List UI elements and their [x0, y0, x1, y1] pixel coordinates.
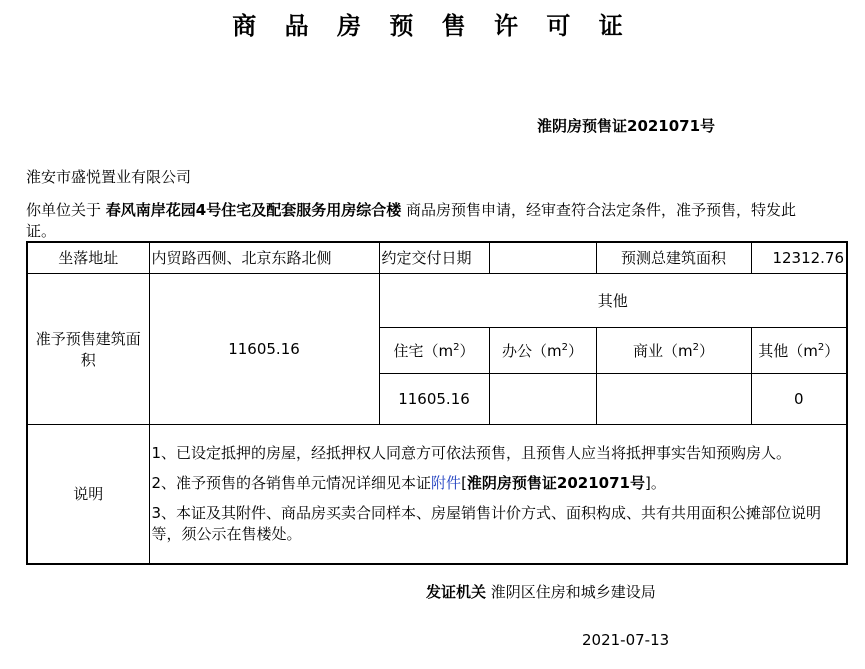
col-other: 其他$(m^2)$ — [751, 327, 847, 373]
permitted-area-label: 准予预售建筑面积 — [27, 273, 149, 424]
notes-content — [149, 424, 847, 564]
attachment-link[interactable]: 附件 — [431, 473, 462, 492]
val-office — [489, 373, 596, 424]
val-residential: 11605.16 — [379, 373, 489, 424]
note-2: 2、准予预售的各销售单元情况详细见本证附件[淮阴房预售证2021071号]。 — [151, 473, 666, 492]
col-office: 办公$(m^2)$ — [489, 327, 596, 373]
location-value: 内贸路西侧、北京东路北侧 — [149, 242, 379, 273]
total-area-label: 预测总建筑面积 — [596, 242, 751, 273]
project-name: 春风南岸花园4号住宅及配套服务用房综合楼 — [105, 201, 402, 219]
val-commercial — [596, 373, 751, 424]
note-1: 1、已设定抵押的房屋，经抵押权人同意方可依法预售，且预售人应当将抵押事实告知预购房人。 — [151, 443, 792, 462]
intro-paragraph — [26, 200, 826, 242]
location-row — [27, 242, 847, 273]
other-header-row — [27, 273, 847, 327]
val-other: 0 — [751, 373, 847, 424]
notes-label: 说明 — [27, 424, 149, 564]
company-name: 淮安市盛悦置业有限公司 — [26, 168, 192, 186]
col-commercial: 商业$(m^2)$ — [596, 327, 751, 373]
permitted-area-value: 11605.16 — [149, 273, 379, 424]
document-title: 商 品 房 预 售 许 可 证 — [232, 12, 633, 40]
issuer-label: 发证机关 — [426, 583, 487, 601]
delivery-date-value — [489, 242, 596, 273]
total-area-value: 12312.76 — [751, 242, 847, 273]
issue-date: 2021-07-13 — [582, 631, 670, 649]
intro-prefix: 你单位关于 — [26, 201, 102, 219]
issuer — [426, 581, 656, 602]
intro-suffix: 商品房预售申请，经审查符合法定条件，准予预售，特发此证。 — [26, 201, 797, 240]
col-residential: 住宅$(m^2)$ — [379, 327, 489, 373]
location-label: 坐落地址 — [27, 242, 149, 273]
delivery-date-label: 约定交付日期 — [379, 242, 489, 273]
note-2-ref: 淮阴房预售证2021071号 — [466, 473, 645, 492]
notes-row — [27, 424, 847, 564]
issuer-value: 淮阴区住房和城乡建设局 — [490, 583, 656, 601]
permit-table — [26, 241, 848, 565]
note-3: 3、本证及其附件、商品房买卖合同样本、房屋销售计价方式、面积构成、共有共用面积公摊部位说明等，须公示在售楼处。 — [151, 503, 822, 543]
certificate-number: 淮阴房预售证2021071号 — [537, 117, 716, 135]
other-header: 其他 — [379, 273, 847, 327]
